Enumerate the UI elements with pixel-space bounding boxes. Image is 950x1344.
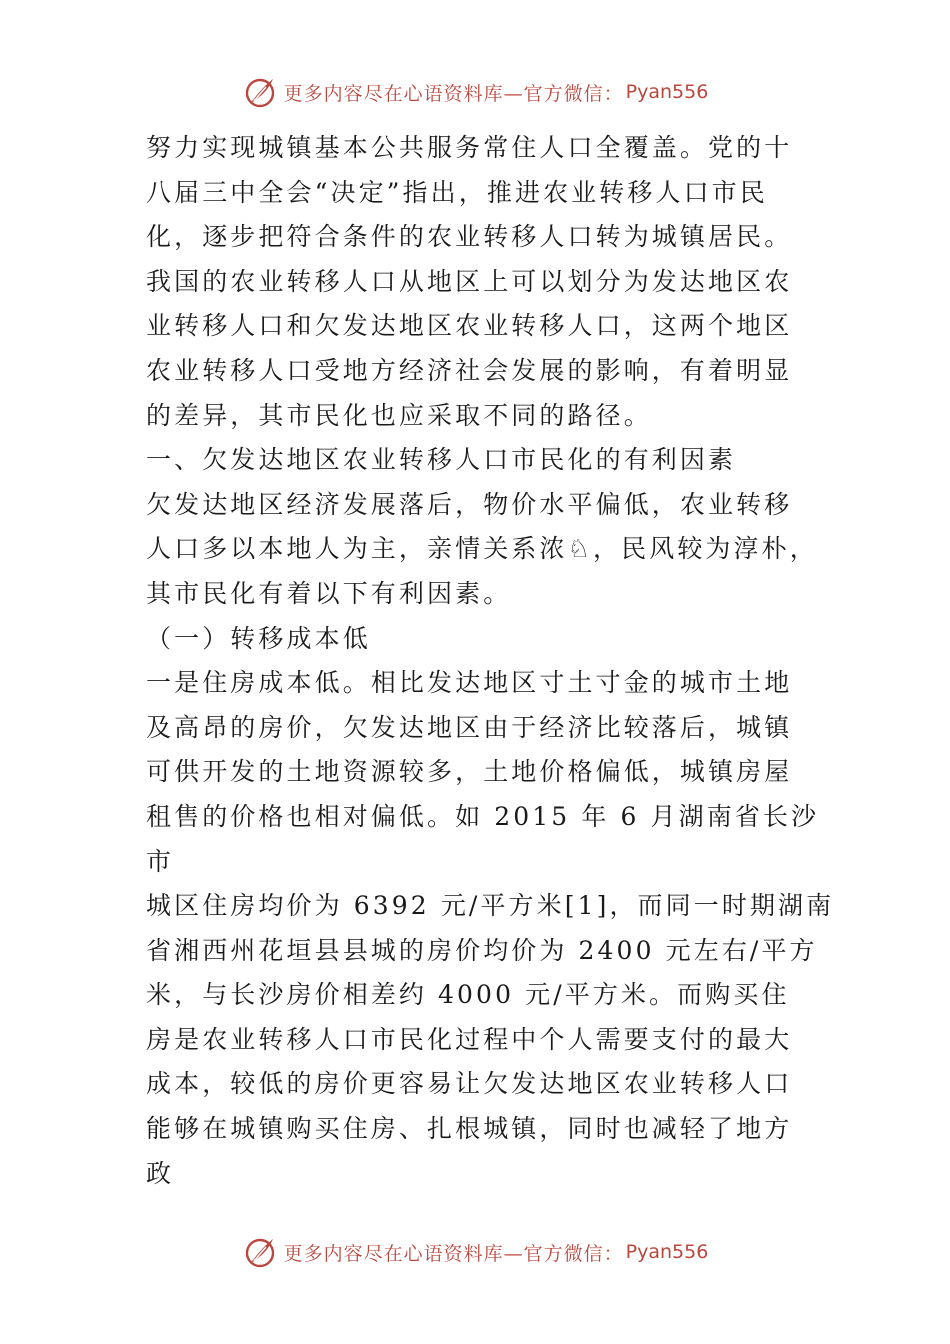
text-line: 其市民化有着以下有利因素。	[146, 578, 512, 608]
text-line: 的差异，其市民化也应采取不同的路径。	[146, 400, 652, 430]
banner-wechat-id: Pyan556	[625, 1241, 709, 1263]
text-line: 成本，较低的房价更容易让欠发达地区农业转移人口	[146, 1069, 793, 1099]
banner-text: 更多内容尽在心语资料库—官方微信：	[283, 1242, 624, 1265]
text-line: 可供开发的土地资源较多，土地价格偏低，城镇房屋	[146, 757, 793, 787]
text-line: 我国的农业转移人口从地区上可以划分为发达地区农	[146, 266, 793, 296]
text-line: 市	[146, 846, 175, 876]
footer-banner	[0, 1232, 950, 1272]
subsection-heading: （一）转移成本低	[146, 623, 371, 653]
text-line: 房是农业转移人口市民化过程中个人需要支付的最大	[146, 1024, 793, 1054]
header-banner	[0, 72, 950, 112]
text-line: 人口多以本地人为主，亲情关系浓♘，民风较为淳朴，	[146, 534, 818, 564]
text-line: 省湘西州花垣县县城的房价均价为 2400 元左右/平方	[146, 935, 818, 965]
section-heading: 一、欠发达地区农业转移人口市民化的有利因素	[146, 445, 737, 475]
banner-text: 更多内容尽在心语资料库—官方微信：	[283, 82, 624, 105]
text-line: 一是住房成本低。相比发达地区寸土寸金的城市土地	[146, 668, 793, 698]
feather-quill-logo-icon	[242, 1234, 278, 1270]
text-line: 及高昂的房价，欠发达地区由于经济比较落后，城镇	[146, 712, 793, 742]
text-line: 欠发达地区经济发展落后，物价水平偏低，农业转移	[146, 489, 793, 519]
text-line: 米，与长沙房价相差约 4000 元/平方米。而购买住	[146, 980, 790, 1010]
text-line: 租售的价格也相对偏低。如 2015 年 6 月湖南省长沙	[146, 801, 820, 831]
text-line: 业转移人口和欠发达地区农业转移人口，这两个地区	[146, 311, 793, 341]
text-line: 能够在城镇购买住房、扎根城镇，同时也减轻了地方	[146, 1114, 793, 1144]
text-line: 努力实现城镇基本公共服务常住人口全覆盖。党的十	[146, 133, 793, 162]
document-body	[146, 126, 835, 1196]
text-line: 城区住房均价为 6392 元/平方米[1]，而同一时期湖南	[146, 891, 835, 921]
text-line: 八届三中全会“决定”指出，推进农业转移人口市民	[146, 177, 768, 207]
feather-quill-logo-icon	[242, 74, 278, 110]
text-line: 政	[146, 1158, 175, 1188]
text-line: 农业转移人口受地方经济社会发展的影响，有着明显	[146, 355, 793, 385]
banner-wechat-id: Pyan556	[625, 81, 709, 103]
text-line: 化，逐步把符合条件的农业转移人口转为城镇居民。	[146, 222, 793, 252]
